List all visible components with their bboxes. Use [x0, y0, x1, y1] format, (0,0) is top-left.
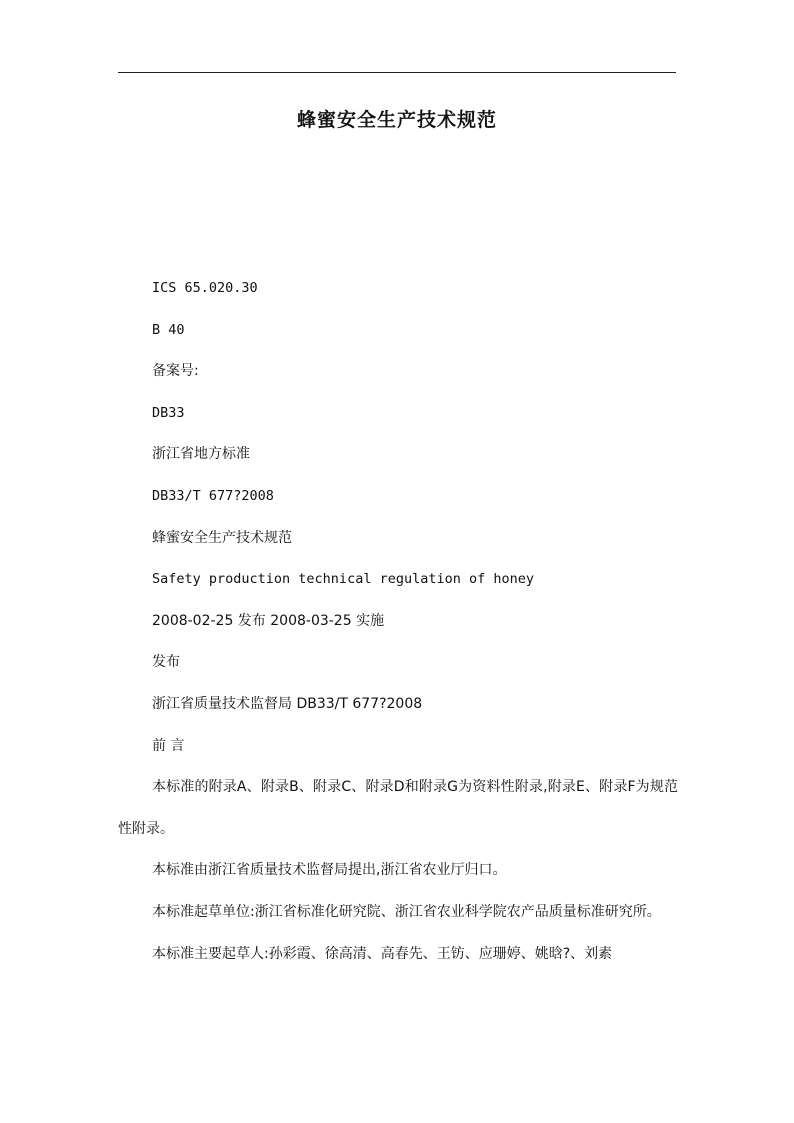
- standard-number: DB33/T 677?2008: [152, 487, 274, 504]
- paragraph-appendix: 本标准的附录A、附录B、附录C、附录D和附录G为资料性附录,附录E、附录F为规范性附录。: [118, 779, 678, 837]
- english-title: Safety production technical regulation of honey: [152, 571, 535, 588]
- chinese-title: 蜂蜜安全生产技术规范: [152, 529, 292, 546]
- paragraph-drafters: 本标准主要起草人:孙彩霞、徐高清、高春先、王钫、应珊婷、姚晗?、刘素: [152, 945, 613, 962]
- foreword-heading: 前 言: [152, 737, 185, 754]
- publish-label: 发布: [152, 654, 180, 671]
- document-body: [118, 268, 678, 975]
- header-rule: [118, 72, 676, 73]
- b-code: B 40: [152, 321, 185, 338]
- paragraph-drafting-units: 本标准起草单位:浙江省标准化研究院、浙江省农业科学院农产品质量标准研究所。: [152, 903, 661, 920]
- ics-code: ICS 65.020.30: [152, 280, 258, 296]
- standard-type: 浙江省地方标准: [152, 446, 250, 463]
- record-number-label: 备案号:: [152, 363, 199, 380]
- db-code: DB33: [152, 404, 185, 421]
- issuer: 浙江省质量技术监督局 DB33/T 677?2008: [152, 695, 423, 712]
- page-title: 蜂蜜安全生产技术规范: [296, 109, 497, 131]
- publish-dates: 2008-02-25 发布 2008-03-25 实施: [152, 612, 385, 629]
- paragraph-proposer: 本标准由浙江省质量技术监督局提出,浙江省农业厅归口。: [152, 862, 507, 879]
